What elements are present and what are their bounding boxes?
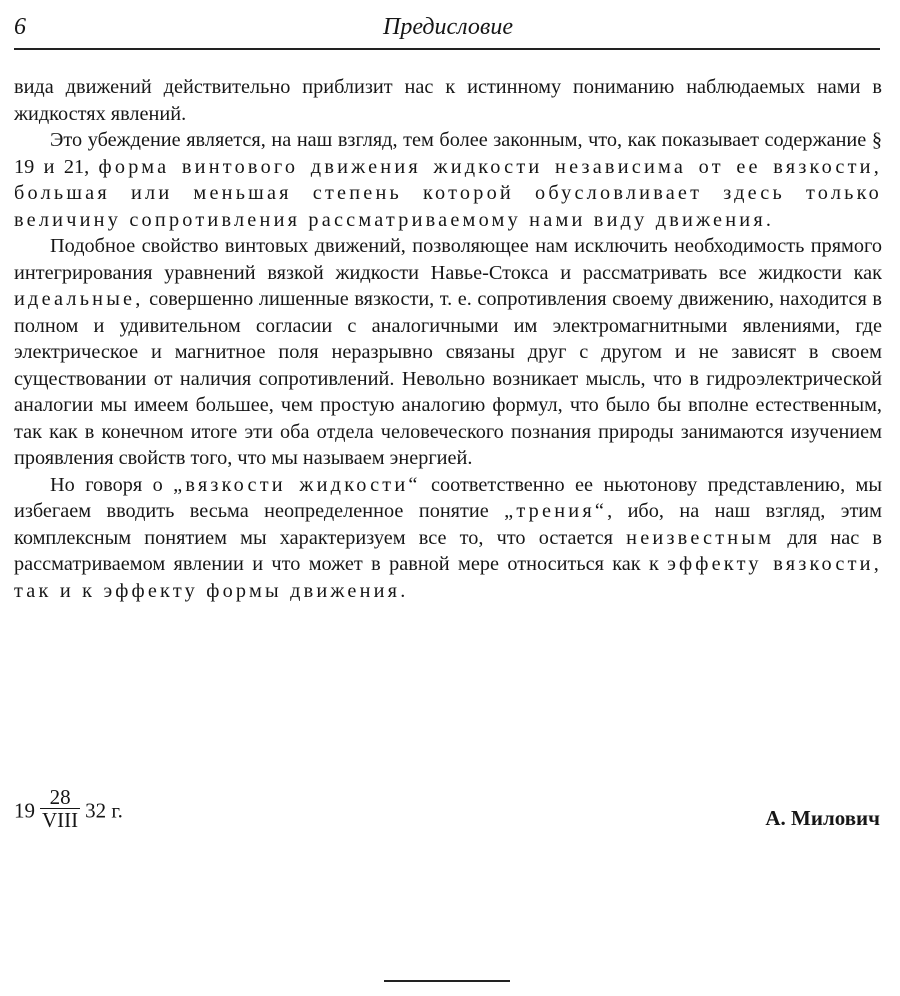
- paragraph-3-emphasis: идеальные,: [14, 288, 144, 310]
- preface-text: [14, 74, 882, 604]
- preface-date: [14, 785, 123, 832]
- date-fraction: [40, 786, 80, 831]
- section-title: Предисловие: [382, 14, 513, 40]
- paragraph-4-emphasis-unknown: неизвестным: [626, 526, 775, 549]
- paragraph-3-text-start: Подобное свойство винтовых движений, позволяющее нам исключить необходимость прямого интегрирования уравнений вязкой жидкости Навье-Стокса и рассматривать все жидкости как: [14, 235, 882, 284]
- paragraph-4: [14, 472, 882, 605]
- book-page: [14, 0, 882, 996]
- paragraph-2-emphasis: форма винтового движения жидкости независима от ее вязкости, большая или меньшая степень которой обусловливает здесь только величину сопротивления рассматриваемому нами виду движения.: [14, 155, 882, 231]
- paragraph-1: [14, 74, 882, 127]
- author-signature: А. Милович: [765, 806, 880, 830]
- paragraph-2: [14, 127, 882, 233]
- paragraph-4-emphasis-viscosity: „вязкости жидкости“: [173, 473, 421, 496]
- paragraph-3: [14, 233, 882, 472]
- paragraph-2-text: Это убеждение является, на наш взгляд, тем более законным, что, как показывает содержание § 19 и 21,: [14, 129, 882, 178]
- paragraph-4-emphasis-friction: „трения“: [504, 500, 608, 522]
- date-suffix: 32 г.: [85, 798, 123, 823]
- page-number: 6: [14, 14, 26, 40]
- paragraph-4-text-a: Но говоря о: [50, 473, 174, 496]
- date-prefix: 19: [14, 798, 35, 823]
- header-rule: [14, 48, 880, 50]
- paragraph-4-emphasis-effect: эффекту вязкости, так и к эффекту формы движения.: [14, 553, 882, 602]
- signature-row: [14, 785, 882, 850]
- running-head: [14, 12, 882, 46]
- date-month: VIII: [42, 808, 79, 832]
- paragraph-3-text-end: совершенно лишенные вязкости, т. е. сопротивления своему движению, находится в полном и удивительном согласии с аналогичными им электромагнитными явлениями, где электрическое и магнитное поля неразрывно связаны друг с другом и не зависят в своем существовании от наличия сопротивлений. Невольно возникает мысль, что в гидроэлектрической аналогии мы имеем большее, чем простую аналогию формул, что было бы вполне естественным, так как в конечном итоге эти оба отдела человеческого познания природы занимаются изучением проявления свойств того, что мы называем энергией.: [14, 288, 882, 469]
- paragraph-1-text: вида движений действительно приблизит нас к истинному пониманию наблюдаемых нами в жидкостях явлений.: [14, 76, 882, 125]
- date-day: 28: [40, 786, 80, 809]
- paragraph-4-text-b: соответственно ее ньютонову представлению, мы избегаем вводить весьма неопределенное понятие: [14, 473, 883, 522]
- paragraph-4-text-c: , ибо, на наш взгляд, этим комплексным понятием мы характеризуем все то, что остается: [14, 500, 882, 549]
- paragraph-4-text-d: для нас в рассматриваемом явлении и что может в равной мере относиться как к: [14, 526, 882, 575]
- end-rule: [384, 980, 510, 982]
